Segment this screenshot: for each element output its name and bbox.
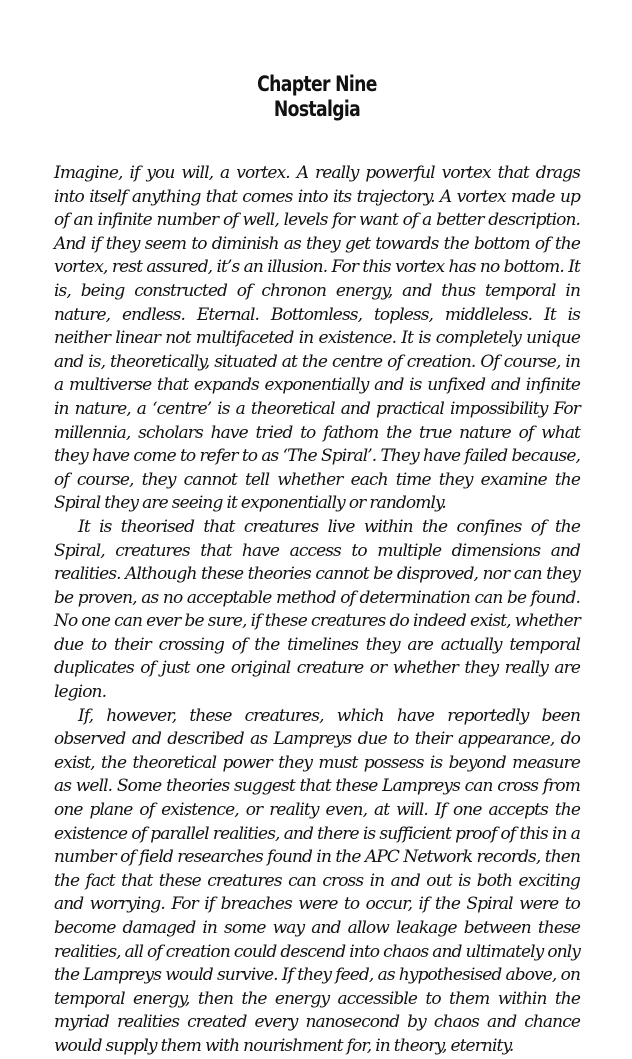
chapter-title: Nostalgia: [273, 97, 361, 121]
paragraph-3: If, however, these creatures, which have reportedly been observed and described as Lampreys due to their appearance, do exist, the theoretical power they must possess is beyond measure as well. Some theories suggest that these Lampreys can cross from one plane of existence, or reality even, at will. If one accepts the existence of parallel realities, and there is sufficient proof of this in a number of field researches found in the APC Network records, then the fact that these creatures can cross in and out is both exciting and worrying. For if breaches were to occur, if the Spiral were to become damaged in some way and allow leakage between these realities, all of creation could descend into chaos and ultimately only the Lampreys would survive. If they feed, as hypothesised above, on temporal energy, then the energy accessible to them within the myriad realities created every nanosecond by chaos and chance would supply them with nourishment for, in theory, eternity.: [54, 705, 580, 1056]
chapter-number: Chapter Nine: [257, 72, 377, 96]
chapter-body: [54, 162, 580, 1059]
paragraph-1: Imagine, if you will, a vortex. A really powerful vortex that drags into itself anything that comes into its trajectory. A vortex made up of an infinite number of well, levels for want of a better description. And if they seem to diminish as they get towards the bottom of the vortex, rest assured, it’s an illusion. For this vortex has no bottom. It is, being constructed of chronon energy, and thus temporal in nature, endless. Eternal. Bottomless, topless, middleless. It is neither linear not multifaceted in existence. It is completely unique and is, theoretically, situated at the centre of creation. Of course, in a multiverse that expands exponentially and is unfixed and infinite in nature, a ‘centre’ is a theoretical and practical impossibility For millennia, scholars have tried to fathom the true nature of what they have come to refer to as ‘The Spiral’. They have failed because, of course, they cannot tell whether each time they examine the Spiral they are seeing it exponentially or randomly.: [54, 163, 580, 514]
paragraph-2: It is theorised that creatures live within the confines of the Spiral, creatures that have access to multiple dimensions and realities. Although these theories cannot be disproved, nor can they be proven, as no acceptable method of determination can be found. No one can ever be sure, if these creatures do indeed exist, whether due to their crossing of the timelines they are actually temporal duplicates of just one original creature or whether they really are legion.: [54, 516, 580, 703]
chapter-heading: [101, 72, 532, 122]
